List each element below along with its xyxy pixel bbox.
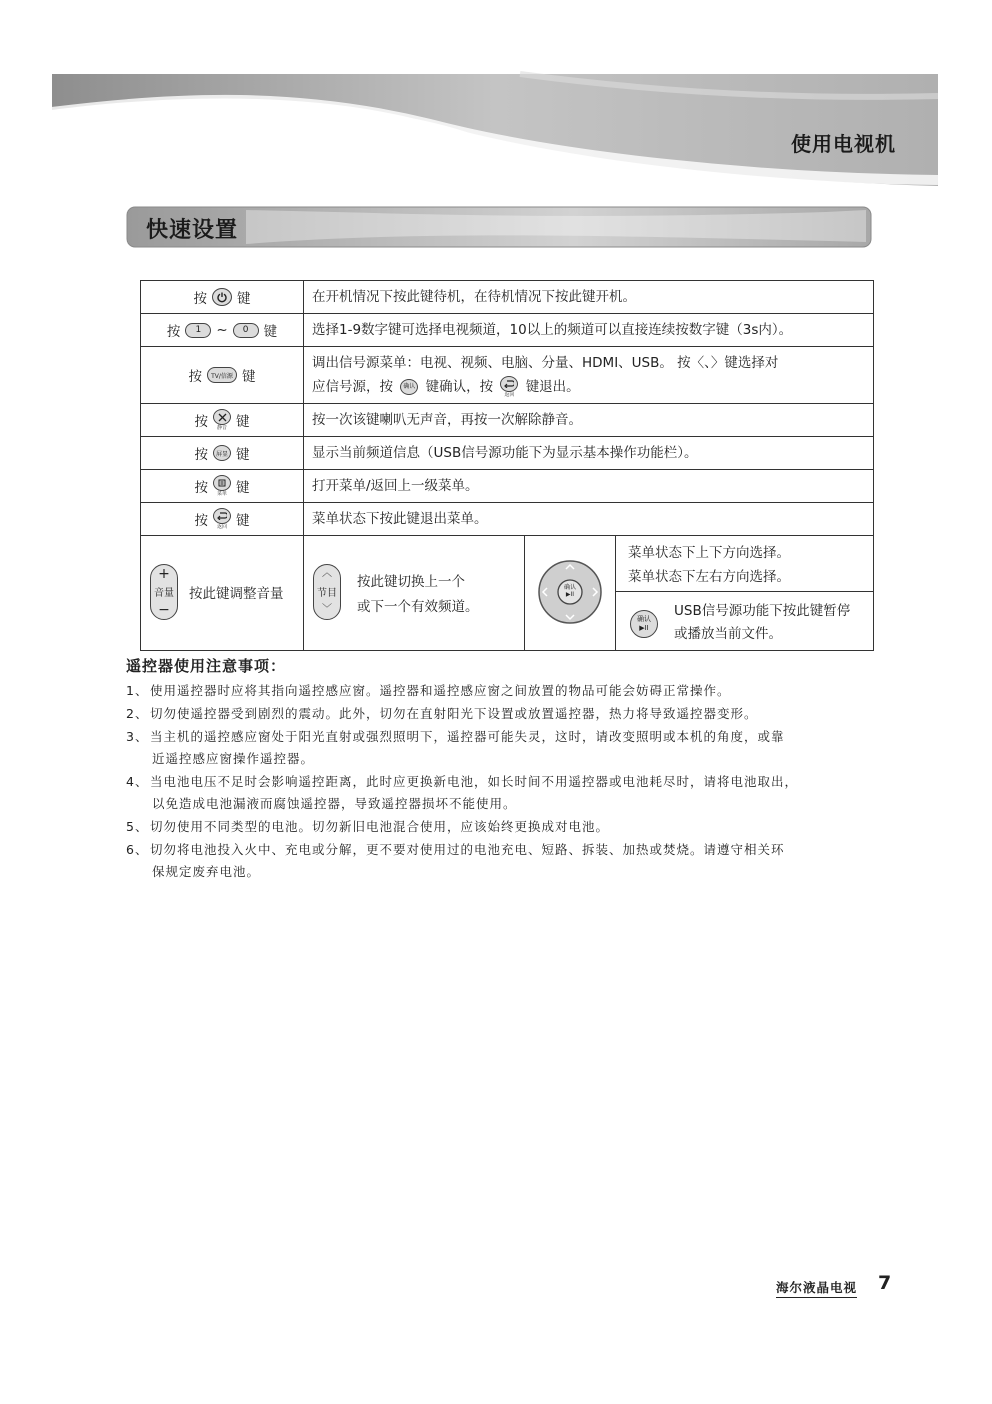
nav-desc-line1: 菜单状态下上下方向选择。 <box>628 545 790 561</box>
key-label: 键 <box>263 324 278 340</box>
press-label: 按 <box>194 447 208 463</box>
menu-sub-label: 菜单 <box>216 491 227 497</box>
ok-desc-line1: USB信号源功能下按此键暂停 <box>674 603 851 619</box>
key-cell-menu <box>141 470 304 503</box>
page-number: 7 <box>878 1272 892 1294</box>
table-row <box>141 503 874 536</box>
power-icon <box>212 288 232 306</box>
note-text: 当主机的遥控感应窗处于阳光直射或强烈照明下，遥控器可能失灵，这时，请改变照明或本机的角度，或靠 <box>150 729 785 744</box>
nav-ok-label <box>558 584 582 598</box>
note-continuation: 近遥控感应窗操作遥控器。 <box>152 751 315 766</box>
footer-brand: 海尔液晶电视 <box>776 1278 857 1298</box>
note-number: 1、 <box>126 683 149 698</box>
note-text: 切勿将电池投入火中、充电或分解，更不要对使用过的电池充电、短路、拆装、加热或焚烧。请遵守相关环 <box>150 842 785 857</box>
back-sub-label: 返回 <box>504 392 515 398</box>
note-item <box>126 771 886 815</box>
ok-desc <box>674 600 850 646</box>
display-desc: 显示当前频道信息（USB信号源功能下为显示基本操作功能栏）。 <box>304 437 874 470</box>
number-0-button-icon: 0 <box>233 323 259 338</box>
channel-desc <box>357 570 479 620</box>
channel-rocker-icon: ︿ 节目 ﹀ <box>313 564 341 620</box>
mute-icon <box>213 409 231 431</box>
note-text: 切勿使遥控器受到剧烈的震动。此外，切勿在直射阳光下设置或放置遥控器，热力将导致遥控器变形。 <box>150 706 758 721</box>
note-number: 5、 <box>126 819 149 834</box>
note-text: 使用遥控器时应将其指向遥控感应窗。遥控器和遥控感应窗之间放置的物品可能会妨碍正常操作。 <box>150 683 731 698</box>
key-cell-back <box>141 503 304 536</box>
play-pause-text: ▶II <box>639 624 649 632</box>
note-item <box>126 680 886 702</box>
bottom-row-cell <box>141 536 874 651</box>
table-row <box>141 281 874 314</box>
back-sub-label: 返回 <box>216 524 227 530</box>
note-text: 切勿使用不同类型的电池。切勿新旧电池混合使用，应该始终更换成对电池。 <box>150 819 610 834</box>
key-label: 键 <box>236 447 250 463</box>
press-label: 按 <box>193 291 207 307</box>
table-row <box>141 437 874 470</box>
ok-button-icon: 确认 <box>400 379 418 395</box>
key-cell-mute <box>141 404 304 437</box>
key-label: 键 <box>236 480 250 496</box>
table-row <box>141 314 874 347</box>
volume-rocker-icon: + 音量 − <box>150 564 178 620</box>
section-title: 快速设置 <box>146 218 239 243</box>
menu-icon <box>213 475 231 497</box>
note-item <box>126 839 886 883</box>
tilde-label: ~ <box>216 322 228 338</box>
back-icon <box>213 508 231 530</box>
number-1-button-icon: 1 <box>185 323 211 338</box>
key-label: 键 <box>236 513 250 529</box>
table-row <box>141 470 874 503</box>
channel-desc-line1: 按此键切换上一个 <box>357 574 465 590</box>
key-label: 键 <box>236 414 250 430</box>
volume-desc: 按此键调整音量 <box>189 586 284 602</box>
mute-desc: 按一次该键喇叭无声音，再按一次解除静音。 <box>304 404 874 437</box>
note-number: 2、 <box>126 706 149 721</box>
nav-desc-line2: 菜单状态下左右方向选择。 <box>628 569 790 585</box>
note-continuation: 以免造成电池漏液而腐蚀遥控器，导致遥控器损坏不能使用。 <box>152 796 517 811</box>
bottom-inner-table <box>141 536 873 650</box>
ok-play-button-icon <box>630 610 658 638</box>
table-row <box>141 404 874 437</box>
note-item <box>126 703 886 725</box>
mute-sub-label: 静音 <box>216 425 227 431</box>
key-label: 键 <box>242 369 256 385</box>
note-continuation: 保规定废弃电池。 <box>152 864 261 879</box>
channel-label: 节目 <box>317 588 337 599</box>
note-number: 6、 <box>126 842 149 857</box>
channel-desc-line2: 或下一个有效频道。 <box>357 599 479 615</box>
chapter-title: 使用电视机 <box>791 132 896 156</box>
notes-title: 遥控器使用注意事项： <box>126 657 287 675</box>
key-cell-display <box>141 437 304 470</box>
remote-key-table <box>140 280 874 651</box>
back-button-icon <box>500 376 518 398</box>
desc-text: 键确认，按 <box>425 379 494 395</box>
nav-desc-box <box>616 536 873 592</box>
key-cell-numbers <box>141 314 304 347</box>
key-cell-power <box>141 281 304 314</box>
display-button-icon: 屏显 <box>213 445 231 461</box>
numbers-desc: 选择1-9数字键可选择电视频道，10以上的频道可以直接连续按数字键（3s内）。 <box>304 314 874 347</box>
tv-source-desc <box>304 347 874 404</box>
channel-cell <box>304 536 525 650</box>
table-row <box>141 536 874 651</box>
press-label: 按 <box>194 513 208 529</box>
press-label: 按 <box>194 414 208 430</box>
back-desc: 菜单状态下按此键退出菜单。 <box>304 503 874 536</box>
nav-pad-cell <box>525 536 616 650</box>
ok-text: 确认 <box>563 584 576 591</box>
note-number: 4、 <box>126 774 149 789</box>
header-band <box>0 0 992 200</box>
note-text: 当电池电压不足时会影响遥控距离，此时应更换新电池，如长时间不用遥控器或电池耗尽时，请将电池取出， <box>150 774 799 789</box>
ok-text: 确认 <box>637 615 651 623</box>
tv-source-desc-line1: 调出信号源菜单：电视、视频、电脑、分量、HDMI、USB。 按〈、〉键选择对 <box>312 355 779 371</box>
key-cell-tv-source <box>141 347 304 404</box>
ok-desc-line2: 或播放当前文件。 <box>674 626 782 642</box>
power-desc: 在开机情况下按此键待机，在待机情况下按此键开机。 <box>304 281 874 314</box>
note-number: 3、 <box>126 729 149 744</box>
note-item <box>126 726 886 770</box>
tv-source-button-icon: TV/信源 <box>207 367 237 383</box>
press-label: 按 <box>166 324 181 340</box>
desc-text: 键退出。 <box>525 379 580 395</box>
nav-desc-cell <box>616 536 874 650</box>
table-row <box>141 347 874 404</box>
note-item <box>126 816 886 838</box>
tv-source-desc-line2 <box>312 375 865 399</box>
press-label: 按 <box>194 480 208 496</box>
volume-cell <box>141 536 304 650</box>
volume-label: 音量 <box>154 588 174 599</box>
press-label: 按 <box>188 369 202 385</box>
key-label: 键 <box>237 291 251 307</box>
menu-desc: 打开菜单/返回上一级菜单。 <box>304 470 874 503</box>
play-pause-text: ▶II <box>565 591 575 598</box>
desc-text: 应信号源，按 <box>312 379 393 395</box>
